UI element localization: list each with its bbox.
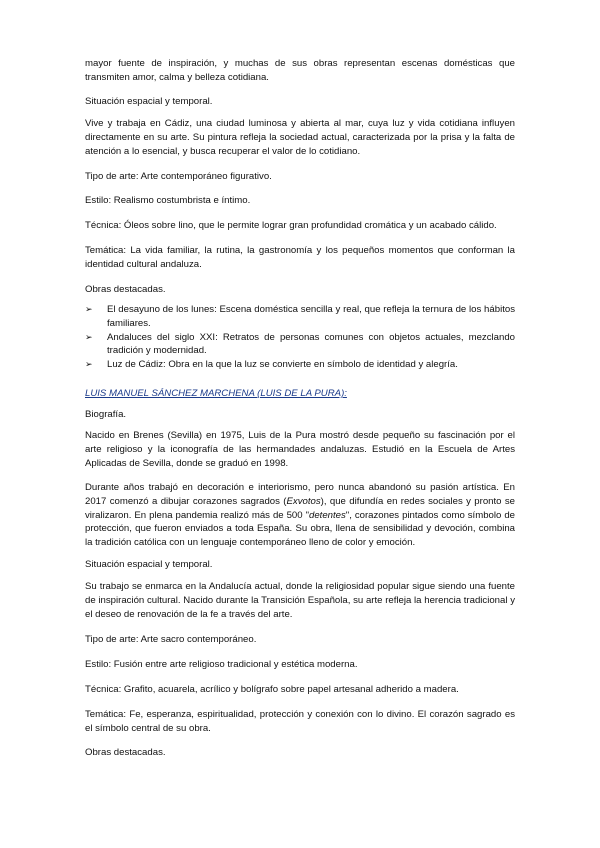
estilo-line: Estilo: Realismo costumbrista e íntimo. [85, 195, 251, 206]
bio-text-segment: Durante años trabajó en decoración e interiorismo, pero nunca abandonó su pasión artística. En 2017 comenzó a dibujar corazones sagrados ( [85, 482, 515, 507]
obras-list [85, 303, 515, 372]
artist-heading-paragraph [85, 387, 515, 401]
situacion-paragraph-2: Su trabajo se enmarca en la Andalucía actual, donde la religiosidad popular sigue siendo una fuente de inspiración cultural. Nacido durante la Transición Española, su arte refleja la herencia tradicional y el deseo de renovación de la fe a través del arte. [85, 581, 515, 620]
list-item [85, 303, 515, 331]
tipo-arte-line: Tipo de arte: Arte contemporáneo figurativo. [85, 171, 272, 182]
obra-text: Andaluces del siglo XXI: Retratos de personas comunes con objetos actuales, mezclando tradición y modernidad. [107, 331, 515, 357]
bio-paragraph-1: Nacido en Brenes (Sevilla) en 1975, Luis de la Pura mostró desde pequeño su fascinación por el arte religioso y la iconografía de las hermandades andaluzas. Estudió en la Escuela de Artes Aplicadas de Sevilla, donde se graduó en 1998. [85, 430, 515, 469]
situacion-heading-2: Situación espacial y temporal. [85, 559, 213, 570]
obras-heading: Obras destacadas. [85, 284, 166, 295]
situacion-paragraph: Vive y trabaja en Cádiz, una ciudad luminosa y abierta al mar, cuya luz y vida cotidiana influyen directamente en su arte. Su pintura refleja la sociedad actual, caracterizada por la prisa y la falta de atención a lo esencial, y busca recuperar el valor de lo cotidiano. [85, 118, 515, 157]
tecnica-line: Técnica: Óleos sobre lino, que le permite lograr gran profundidad cromática y un acabado cálido. [85, 220, 497, 231]
situacion-heading: Situación espacial y temporal. [85, 96, 213, 107]
list-item [85, 331, 515, 359]
arrow-bullet-icon: ➢ [85, 304, 93, 314]
arrow-bullet-icon: ➢ [85, 331, 93, 342]
bio-emphasis: detentes [308, 509, 346, 521]
bio-emphasis: Exvotos [286, 495, 321, 507]
estilo-line-2: Estilo: Fusión entre arte religioso tradicional y estética moderna. [85, 659, 358, 670]
obra-text: Luz de Cádiz: Obra en la que la luz se convierte en símbolo de identidad y alegría. [107, 359, 458, 371]
arrow-bullet-icon: ➢ [85, 359, 93, 370]
tematica-paragraph: Temática: La vida familiar, la rutina, la gastronomía y los pequeños momentos que conforman la identidad cultural andaluza. [85, 245, 515, 270]
bio-paragraph-2 [85, 481, 515, 550]
obra-text: El desayuno de los lunes: Escena doméstica sencilla y real, que refleja la ternura de los hábitos familiares. [107, 304, 515, 329]
obras-heading-2: Obras destacadas. [85, 747, 166, 758]
biografia-heading: Biografía. [85, 409, 127, 420]
intro-paragraph: mayor fuente de inspiración, y muchas de sus obras representan escenas domésticas que transmiten amor, calma y belleza cotidiana. [85, 58, 515, 83]
list-item [85, 358, 515, 372]
tipo-arte-line-2: Tipo de arte: Arte sacro contemporáneo. [85, 634, 257, 645]
artist-heading: LUIS MANUEL SÁNCHEZ MARCHENA (LUIS DE LA PURA): [85, 388, 347, 399]
bio-text-segment: ", corazones pintados como símbolo de protección, que fueron enviados a toda España. Su obra, llena de sensibilidad y devoción, combina la tradición católica con un lenguaje contemporáneo lleno de color y emoción. [85, 509, 515, 549]
bio-text-segment: ), que difundía en redes sociales y pronto se viralizaron. En plena pandemia realizó más de 500 " [85, 495, 515, 521]
tematica-paragraph-2: Temática: Fe, esperanza, espiritualidad, protección y conexión con lo divino. El corazón sagrado es el símbolo central de su obra. [85, 709, 515, 734]
tecnica-line-2: Técnica: Grafito, acuarela, acrílico y bolígrafo sobre papel artesanal adherido a madera. [85, 684, 459, 695]
